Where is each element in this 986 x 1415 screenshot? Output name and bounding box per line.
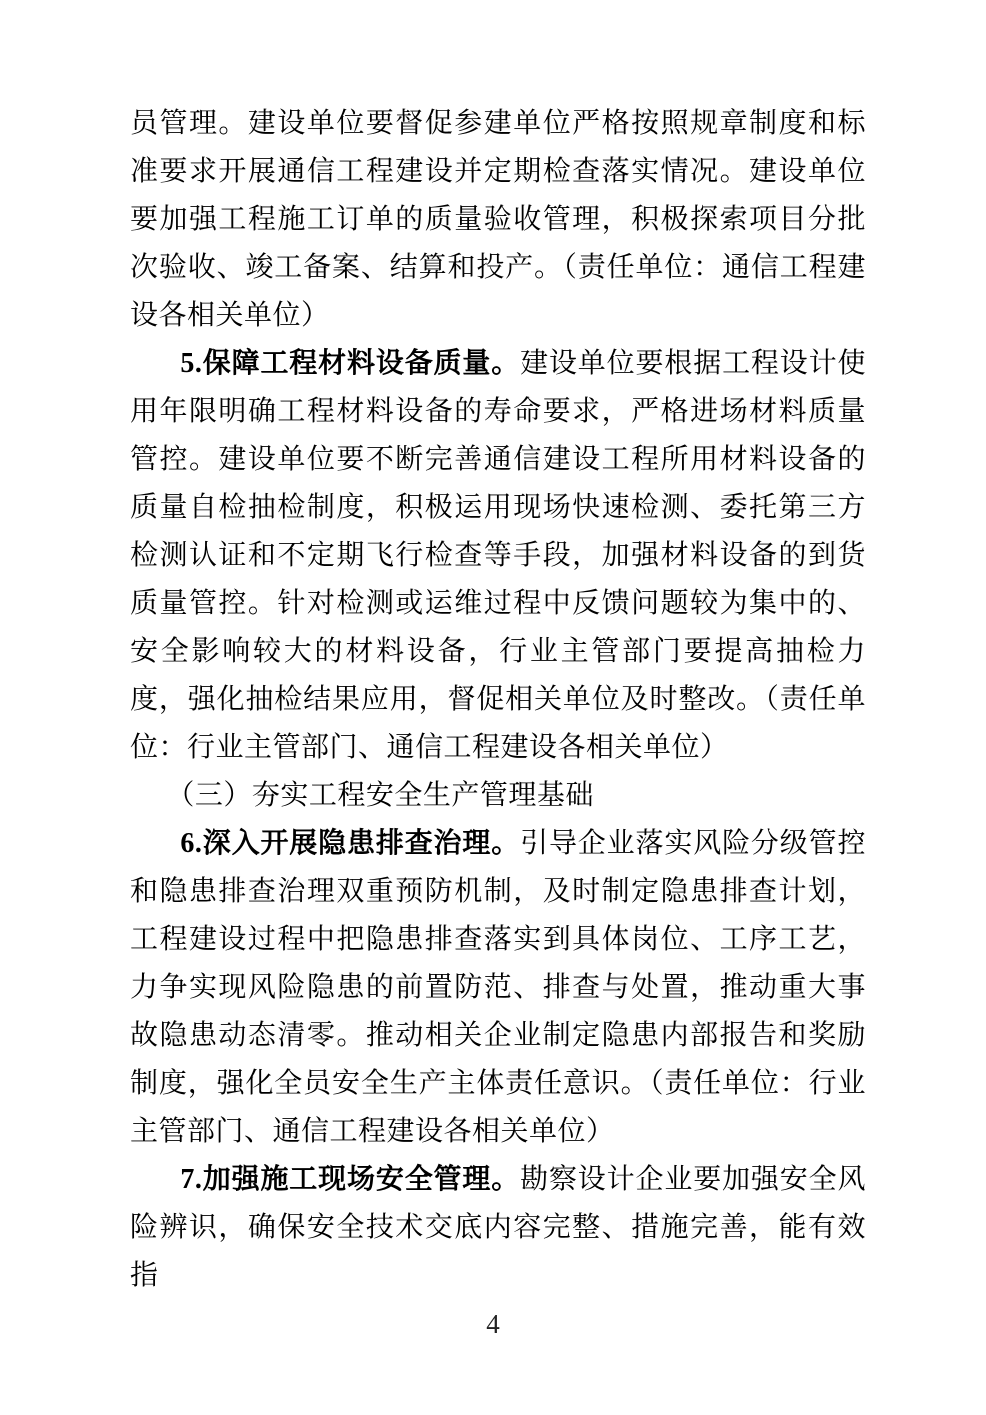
- paragraph-item-6: [130, 820, 866, 1156]
- document-body: [130, 100, 866, 1300]
- paragraph-item-7: [130, 1156, 866, 1300]
- paragraph-lead-5: 5.保障工程材料设备质量。: [180, 348, 521, 379]
- paragraph-continuation: [130, 100, 866, 340]
- paragraph-text: 员管理。建设单位要督促参建单位严格按照规章制度和标准要求开展通信工程建设并定期检查落实情况。建设单位要加强工程施工订单的质量验收管理，积极探索项目分批次验收、竣工备案、结算和投产。（责任单位：通信工程建设各相关单位）: [130, 108, 866, 331]
- section-subheading-3: [130, 772, 866, 820]
- paragraph-item-5: [130, 340, 866, 772]
- paragraph-text: 勘察设计企业要加强安全风险辨识，确保安全技术交底内容完整、措施完善，能有效指: [130, 1164, 866, 1291]
- paragraph-text: 建设单位要根据工程设计使用年限明确工程材料设备的寿命要求，严格进场材料质量管控。建设单位要不断完善通信建设工程所用材料设备的质量自检抽检制度，积极运用现场快速检测、委托第三方检测认证和不定期飞行检查等手段，加强材料设备的到货质量管控。针对检测或运维过程中反馈问题较为集中的、安全影响较大的材料设备，行业主管部门要提高抽检力度，强化抽检结果应用，督促相关单位及时整改。（责任单位：行业主管部门、通信工程建设各相关单位）: [130, 348, 866, 763]
- paragraph-text: 引导企业落实风险分级管控和隐患排查治理双重预防机制，及时制定隐患排查计划，工程建设过程中把隐患排查落实到具体岗位、工序工艺，力争实现风险隐患的前置防范、排查与处置，推动重大事故隐患动态清零。推动相关企业制定隐患内部报告和奖励制度，强化全员安全生产主体责任意识。（责任单位：行业主管部门、通信工程建设各相关单位）: [130, 828, 866, 1147]
- page-number: 4: [486, 1309, 500, 1339]
- paragraph-lead-6: 6.深入开展隐患排查治理。: [180, 828, 521, 859]
- paragraph-lead-7: 7.加强施工现场安全管理。: [180, 1164, 521, 1195]
- subheading-text: （三）夯实工程安全生产管理基础: [166, 780, 594, 811]
